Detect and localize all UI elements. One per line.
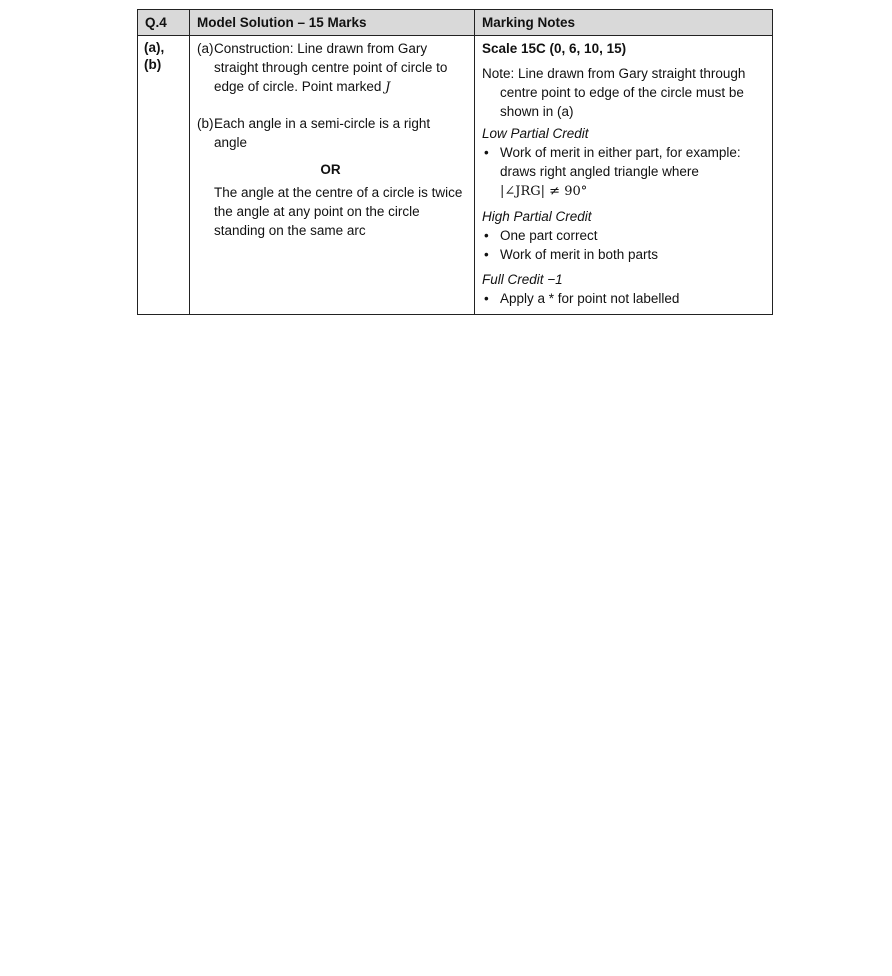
high-partial-credit-list [482, 226, 764, 264]
solution-part-a-label: (a) [197, 41, 214, 56]
header-row [138, 10, 773, 36]
solution-part-a [197, 39, 464, 97]
full-credit-item: Apply a * for point not labelled [500, 291, 680, 306]
list-item [482, 226, 764, 245]
question-parts-cell [138, 36, 190, 315]
bullet-icon: • [484, 145, 489, 160]
solution-part-a-text: Construction: Line drawn from Gary straight through centre point of circle to edge of circle. Point marked [214, 41, 448, 94]
model-solution-cell [190, 36, 475, 315]
scale-line: Scale 15C (0, 6, 10, 15) [482, 41, 627, 56]
question-row [138, 36, 773, 315]
high-partial-credit-item: Work of merit in both parts [500, 247, 659, 262]
alternative-solution: The angle at the centre of a circle is twice the angle at any point on the circle standing on the same arc [214, 185, 463, 238]
angle-condition: |∠JRG| ≠ 90° [500, 184, 588, 199]
marking-scheme-page [137, 9, 772, 315]
question-header: Q.4 [138, 10, 190, 36]
low-partial-credit-list [482, 143, 764, 201]
marking-scheme-table [137, 9, 773, 315]
list-item [482, 245, 764, 264]
full-credit-heading: Full Credit −1 [482, 272, 563, 287]
low-partial-credit-text: Work of merit in either part, for example: draws right angled triangle where [500, 145, 741, 179]
high-partial-credit-heading: High Partial Credit [482, 209, 592, 224]
or-separator: OR [320, 162, 341, 177]
notes-header: Marking Notes [475, 10, 773, 36]
list-item [482, 289, 764, 308]
low-partial-credit-heading: Low Partial Credit [482, 126, 589, 141]
solution-part-b-text: Each angle in a semi-circle is a right angle [214, 116, 431, 150]
part-label-a: (a), [144, 40, 165, 55]
list-item [482, 143, 764, 201]
solution-part-b-label: (b) [197, 116, 214, 131]
solution-header: Model Solution – 15 Marks [190, 10, 475, 36]
marking-note: Note: Line drawn from Gary straight through centre point to edge of the circle must be shown in (a) [482, 66, 746, 119]
bullet-icon: • [484, 247, 489, 262]
marking-notes-cell [475, 36, 773, 315]
solution-part-b [197, 114, 464, 152]
part-label-b: (b) [144, 57, 162, 72]
bullet-icon: • [484, 291, 489, 306]
high-partial-credit-item: One part correct [500, 228, 598, 243]
point-j-label: J [385, 80, 391, 95]
bullet-icon: • [484, 228, 489, 243]
full-credit-list [482, 289, 764, 308]
